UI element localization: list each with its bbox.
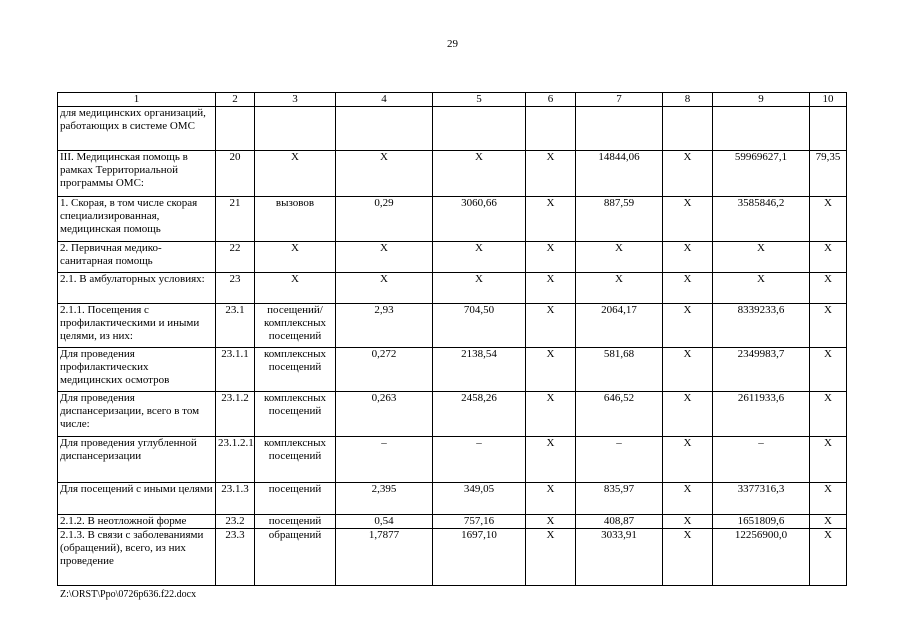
table-cell-col-6: Х: [526, 392, 576, 437]
table-cell-col-5: 349,05: [433, 483, 526, 515]
table-cell-col-3: комплексных посещений: [255, 437, 336, 483]
table-cell-col-10: Х: [810, 529, 847, 586]
table-cell-col-7: Х: [576, 242, 663, 273]
column-header-4: 4: [336, 93, 433, 107]
table-cell-col-5: Х: [433, 273, 526, 304]
table-cell-col-1: Для проведения профилактических медицинских осмотров: [58, 348, 216, 392]
table-cell-col-9: Х: [713, 242, 810, 273]
table-cell-col-4: 1,7877: [336, 529, 433, 586]
table-cell-col-9: 1651809,6: [713, 515, 810, 529]
table-cell-col-5: Х: [433, 242, 526, 273]
table-cell-col-4: 0,272: [336, 348, 433, 392]
column-header-6: 6: [526, 93, 576, 107]
table-row: [58, 392, 847, 437]
table-cell-col-5: Х: [433, 151, 526, 197]
table-cell-col-3: посещений: [255, 515, 336, 529]
table-cell-col-2: 23: [216, 273, 255, 304]
table-cell-col-1: для медицинских организаций, работающих в системе ОМС: [58, 107, 216, 151]
table-cell-col-2: [216, 107, 255, 151]
table-cell-col-6: Х: [526, 151, 576, 197]
table-cell-col-10: Х: [810, 348, 847, 392]
table-cell-col-5: –: [433, 437, 526, 483]
table-cell-col-8: Х: [663, 515, 713, 529]
table-cell-col-1: 1. Скорая, в том числе скорая специализированная, медицинская помощь: [58, 197, 216, 242]
table-row: [58, 273, 847, 304]
column-header-3: 3: [255, 93, 336, 107]
table-cell-col-7: Х: [576, 273, 663, 304]
table-cell-col-6: Х: [526, 529, 576, 586]
column-header-8: 8: [663, 93, 713, 107]
table-cell-col-2: 23.1.3: [216, 483, 255, 515]
table-cell-col-3: Х: [255, 242, 336, 273]
table-header-row: [58, 93, 847, 107]
table-cell-col-4: Х: [336, 273, 433, 304]
table-row: [58, 437, 847, 483]
table-cell-col-7: 646,52: [576, 392, 663, 437]
table-cell-col-7: 408,87: [576, 515, 663, 529]
table-cell-col-5: 1697,10: [433, 529, 526, 586]
table-cell-col-7: 887,59: [576, 197, 663, 242]
table-cell-col-9: [713, 107, 810, 151]
table-cell-col-2: 23.1: [216, 304, 255, 348]
table-cell-col-10: Х: [810, 304, 847, 348]
table-cell-col-4: 0,29: [336, 197, 433, 242]
table-cell-col-1: 2.1.2. В неотложной форме: [58, 515, 216, 529]
table-cell-col-2: 22: [216, 242, 255, 273]
table-cell-col-1: III. Медицинская помощь в рамках Территориальной программы ОМС:: [58, 151, 216, 197]
table-cell-col-1: 2.1.3. В связи с заболеваниями (обращений), всего, из них проведение: [58, 529, 216, 586]
table-cell-col-10: Х: [810, 392, 847, 437]
table-cell-col-1: 2.1.1. Посещения с профилактическими и иными целями, из них:: [58, 304, 216, 348]
table-cell-col-10: [810, 107, 847, 151]
table-cell-col-7: 835,97: [576, 483, 663, 515]
table-row: [58, 197, 847, 242]
column-header-7: 7: [576, 93, 663, 107]
table-cell-col-9: 2349983,7: [713, 348, 810, 392]
table-cell-col-9: 8339233,6: [713, 304, 810, 348]
table-cell-col-4: 2,395: [336, 483, 433, 515]
table-cell-col-10: Х: [810, 515, 847, 529]
table-cell-col-8: Х: [663, 483, 713, 515]
table-cell-col-9: 2611933,6: [713, 392, 810, 437]
table-row: [58, 529, 847, 586]
page-number: 29: [447, 38, 458, 50]
table-cell-col-8: Х: [663, 392, 713, 437]
table-cell-col-6: Х: [526, 437, 576, 483]
table-cell-col-9: 59969627,1: [713, 151, 810, 197]
table-cell-col-7: –: [576, 437, 663, 483]
table-cell-col-10: Х: [810, 197, 847, 242]
table-cell-col-4: [336, 107, 433, 151]
table-row: [58, 242, 847, 273]
table-cell-col-10: 79,35: [810, 151, 847, 197]
table-cell-col-8: Х: [663, 242, 713, 273]
table-cell-col-2: 21: [216, 197, 255, 242]
table-cell-col-6: Х: [526, 273, 576, 304]
table-cell-col-5: 757,16: [433, 515, 526, 529]
table-cell-col-9: 3377316,3: [713, 483, 810, 515]
column-header-5: 5: [433, 93, 526, 107]
table-cell-col-4: Х: [336, 151, 433, 197]
column-header-2: 2: [216, 93, 255, 107]
table-cell-col-5: 704,50: [433, 304, 526, 348]
table-cell-col-8: Х: [663, 273, 713, 304]
table-cell-col-3: Х: [255, 273, 336, 304]
table-cell-col-8: Х: [663, 348, 713, 392]
table-cell-col-6: Х: [526, 304, 576, 348]
table-cell-col-9: –: [713, 437, 810, 483]
column-header-10: 10: [810, 93, 847, 107]
table-cell-col-4: 0,54: [336, 515, 433, 529]
table-cell-col-2: 23.1.2: [216, 392, 255, 437]
table-row: [58, 483, 847, 515]
table-row: [58, 515, 847, 529]
table-cell-col-7: 3033,91: [576, 529, 663, 586]
table-cell-col-6: Х: [526, 348, 576, 392]
file-path-footer: Z:\ORST\Ppo\0726p636.f22.docx: [60, 589, 197, 600]
table-cell-col-1: Для проведения углубленной диспансеризации: [58, 437, 216, 483]
table-cell-col-8: Х: [663, 304, 713, 348]
table-cell-col-6: Х: [526, 242, 576, 273]
table-cell-col-2: 23.1.1: [216, 348, 255, 392]
table-cell-col-4: Х: [336, 242, 433, 273]
table-cell-col-10: Х: [810, 273, 847, 304]
table-cell-col-8: [663, 107, 713, 151]
table-cell-col-1: Для посещений с иными целями: [58, 483, 216, 515]
table-cell-col-3: Х: [255, 151, 336, 197]
table-row: [58, 348, 847, 392]
table-cell-col-8: Х: [663, 151, 713, 197]
table-cell-col-3: вызовов: [255, 197, 336, 242]
table-cell-col-7: 2064,17: [576, 304, 663, 348]
table-cell-col-5: 3060,66: [433, 197, 526, 242]
table-row: [58, 304, 847, 348]
table-cell-col-2: 23.3: [216, 529, 255, 586]
column-header-9: 9: [713, 93, 810, 107]
table-cell-col-8: Х: [663, 197, 713, 242]
table-cell-col-2: 23.1.2.1: [216, 437, 255, 483]
table-cell-col-9: Х: [713, 273, 810, 304]
table-cell-col-7: 14844,06: [576, 151, 663, 197]
table-cell-col-10: Х: [810, 437, 847, 483]
table-cell-col-6: [526, 107, 576, 151]
column-header-1: 1: [58, 93, 216, 107]
table-cell-col-5: [433, 107, 526, 151]
table-cell-col-3: посещений: [255, 483, 336, 515]
table-cell-col-10: Х: [810, 242, 847, 273]
table-cell-col-4: 0,263: [336, 392, 433, 437]
table-cell-col-5: 2138,54: [433, 348, 526, 392]
table-cell-col-7: 581,68: [576, 348, 663, 392]
table-cell-col-10: Х: [810, 483, 847, 515]
table-cell-col-6: Х: [526, 515, 576, 529]
table-cell-col-8: Х: [663, 529, 713, 586]
table-cell-col-2: 20: [216, 151, 255, 197]
table-cell-col-6: Х: [526, 197, 576, 242]
table-cell-col-4: –: [336, 437, 433, 483]
table-cell-col-3: комплексных посещений: [255, 348, 336, 392]
table-cell-col-4: 2,93: [336, 304, 433, 348]
table-cell-col-9: 3585846,2: [713, 197, 810, 242]
table-cell-col-7: [576, 107, 663, 151]
table-cell-col-9: 12256900,0: [713, 529, 810, 586]
table-row: [58, 151, 847, 197]
table-cell-col-3: [255, 107, 336, 151]
table-cell-col-2: 23.2: [216, 515, 255, 529]
table-cell-col-6: Х: [526, 483, 576, 515]
table-cell-col-8: Х: [663, 437, 713, 483]
table-row: [58, 107, 847, 151]
table-cell-col-3: обращений: [255, 529, 336, 586]
table-cell-col-1: Для проведения диспансеризации, всего в том числе:: [58, 392, 216, 437]
table-cell-col-3: комплексных посещений: [255, 392, 336, 437]
data-table: [57, 92, 847, 586]
table-cell-col-1: 2.1. В амбулаторных условиях:: [58, 273, 216, 304]
table-cell-col-1: 2. Первичная медико-санитарная помощь: [58, 242, 216, 273]
table-cell-col-5: 2458,26: [433, 392, 526, 437]
table-cell-col-3: посещений/ комплексных посещений: [255, 304, 336, 348]
